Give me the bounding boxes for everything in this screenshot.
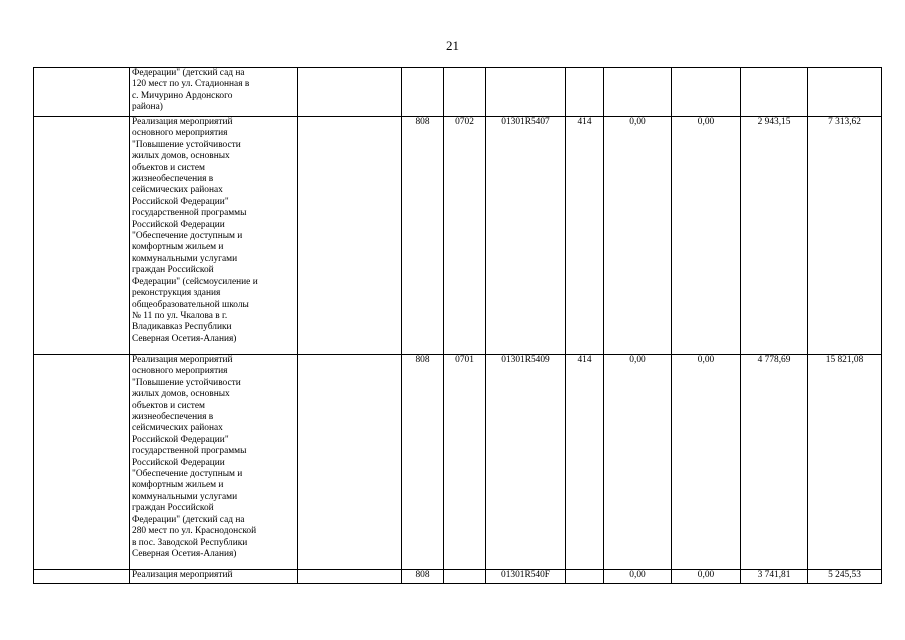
cell-blank	[298, 355, 402, 570]
cell-blank	[298, 570, 402, 584]
cell-ministry-code: 808	[402, 570, 444, 584]
cell-target-article: 01301R540F	[486, 570, 566, 584]
cell-expense-type	[566, 68, 604, 117]
description-line: государственной программы	[132, 446, 247, 457]
cell-blank-left	[34, 68, 130, 117]
description-line: Северная Осетия-Алания)	[132, 548, 237, 559]
description-line: "Обеспечение доступным и	[132, 469, 243, 480]
description-line: Реализация мероприятий	[132, 570, 233, 580]
description-line: Федерации" (детский сад на	[132, 68, 245, 78]
budget-table	[33, 67, 882, 584]
cell-value-4: 5 245,53	[808, 570, 882, 584]
description-line: жизнеобеспечения в	[132, 174, 214, 185]
description-line: "Повышение устойчивости	[132, 377, 241, 388]
description-line: основного мероприятия	[132, 128, 228, 139]
cell-value-1: 0,00	[604, 117, 672, 355]
cell-value-1: 0,00	[604, 570, 672, 584]
description-line: 280 мест по ул. Краснодонской	[132, 526, 257, 537]
cell-value-1	[604, 68, 672, 117]
cell-value-4: 15 821,08	[808, 355, 882, 570]
description-line: "Обеспечение доступным и	[132, 231, 243, 242]
cell-value-4: 7 313,62	[808, 117, 882, 355]
description-line: граждан Российской	[132, 265, 214, 276]
cell-value-3: 4 778,69	[741, 355, 808, 570]
cell-value-3	[741, 68, 808, 117]
description-line: коммунальными услугами	[132, 253, 238, 264]
description-line: Федерации" (детский сад на	[132, 514, 245, 525]
description-line: с. Мичурино Ардонского	[132, 90, 233, 101]
description-line: Российской Федерации"	[132, 434, 229, 445]
description-line: в пос. Заводской Республики	[132, 537, 248, 548]
table-row	[34, 355, 882, 570]
cell-ministry-code	[402, 68, 444, 117]
cell-section-code	[444, 570, 486, 584]
cell-value-1: 0,00	[604, 355, 672, 570]
description-line: жилых домов, основных	[132, 389, 230, 400]
cell-expense-type: 414	[566, 117, 604, 355]
description-line: комфортным жильем и	[132, 242, 224, 253]
table-row	[34, 570, 882, 584]
cell-blank-left	[34, 355, 130, 570]
cell-expense-type	[566, 570, 604, 584]
cell-description	[130, 68, 298, 117]
cell-description	[130, 117, 298, 355]
description-line: Владикавказ Республики	[132, 322, 232, 333]
cell-value-4	[808, 68, 882, 117]
cell-section-code: 0701	[444, 355, 486, 570]
cell-blank	[298, 117, 402, 355]
description-line: государственной программы	[132, 208, 247, 219]
cell-ministry-code: 808	[402, 117, 444, 355]
description-line: Реализация мероприятий	[132, 355, 233, 365]
cell-description	[130, 570, 298, 584]
cell-section-code	[444, 68, 486, 117]
description-line: Северная Осетия-Алания)	[132, 333, 237, 344]
description-line: Федерации" (сейсмоусиление и	[132, 276, 258, 287]
description-line: "Повышение устойчивости	[132, 139, 241, 150]
description-line: сейсмических районах	[132, 185, 223, 196]
description-line: коммунальными услугами	[132, 491, 238, 502]
description-line: объектов и систем	[132, 400, 205, 411]
cell-value-2	[672, 68, 741, 117]
cell-target-article: 01301R5409	[486, 355, 566, 570]
cell-description	[130, 355, 298, 570]
description-line: граждан Российской	[132, 503, 214, 514]
cell-value-2: 0,00	[672, 570, 741, 584]
cell-value-2: 0,00	[672, 117, 741, 355]
cell-blank-left	[34, 570, 130, 584]
description-line: района)	[132, 102, 163, 113]
cell-target-article: 01301R5407	[486, 117, 566, 355]
description-line: общеобразовательной школы	[132, 299, 249, 310]
cell-expense-type: 414	[566, 355, 604, 570]
description-line: Реализация мероприятий	[132, 117, 233, 127]
page-number: 21	[446, 38, 459, 53]
description-line: основного мероприятия	[132, 366, 228, 377]
cell-blank-left	[34, 117, 130, 355]
cell-target-article	[486, 68, 566, 117]
table-row	[34, 117, 882, 355]
table-row	[34, 68, 882, 117]
description-line: Российской Федерации	[132, 457, 225, 468]
description-line: Российской Федерации	[132, 219, 225, 230]
description-line: реконструкция здания	[132, 288, 221, 299]
cell-value-2: 0,00	[672, 355, 741, 570]
description-line: 120 мест по ул. Стадионная в	[132, 79, 250, 90]
description-line: жизнеобеспечения в	[132, 412, 214, 423]
description-line: сейсмических районах	[132, 423, 223, 434]
budget-table-body	[34, 68, 882, 584]
description-line: объектов и систем	[132, 162, 205, 173]
cell-value-3: 3 741,81	[741, 570, 808, 584]
cell-blank	[298, 68, 402, 117]
description-line: Российской Федерации"	[132, 196, 229, 207]
description-line: комфортным жильем и	[132, 480, 224, 491]
cell-section-code: 0702	[444, 117, 486, 355]
cell-ministry-code: 808	[402, 355, 444, 570]
cell-value-3: 2 943,15	[741, 117, 808, 355]
description-line: жилых домов, основных	[132, 151, 230, 162]
description-line: № 11 по ул. Чкалова в г.	[132, 310, 228, 321]
